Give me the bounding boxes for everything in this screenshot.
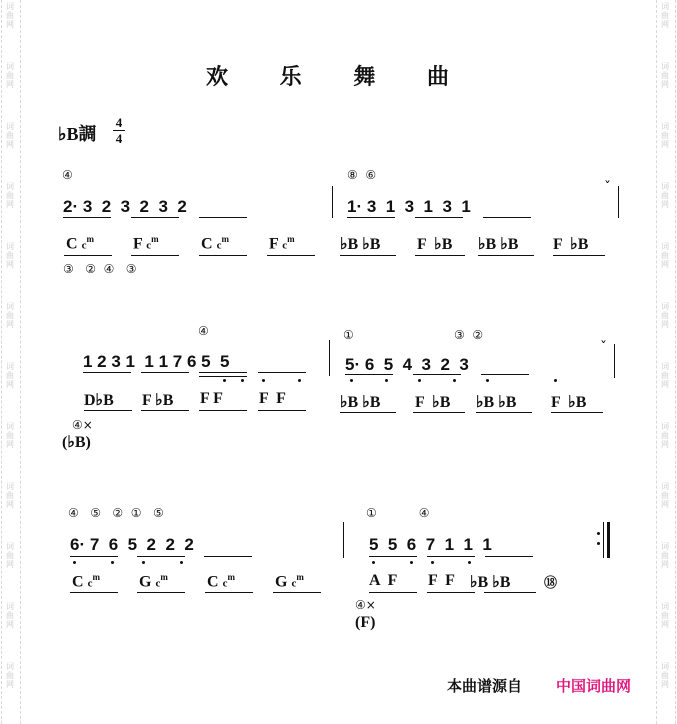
low-octave-dot <box>410 561 413 564</box>
row1-notes-measure-a: 2· 3 2 3 2 3 2 <box>63 197 187 216</box>
low-octave-dot <box>262 379 265 382</box>
row1-chord: F $c^m$ <box>269 234 295 253</box>
row1-chord: F ♭B <box>553 236 589 253</box>
row1-notes-measure-b: 1· 3 1 3 1 3 1 <box>347 197 471 216</box>
row3-chord: F F <box>428 572 455 589</box>
row1-end-barline <box>618 186 619 218</box>
row3-chord: G $c^m$ <box>139 572 168 591</box>
row2-fingering-top-a: ④ <box>198 324 209 338</box>
row2-chord: ♭B ♭B <box>476 394 517 411</box>
row2-chord-underline <box>199 410 247 411</box>
row1-chord-underline <box>131 255 179 256</box>
row3-beam <box>204 556 252 557</box>
row3-chord-underline <box>205 592 253 593</box>
score-title: 欢 乐 舞 曲 <box>206 64 471 90</box>
low-octave-dot <box>486 379 489 382</box>
row2-chord: ♭B ♭B <box>340 394 381 411</box>
watermark-glyphs: 词 曲 网 <box>6 482 14 509</box>
low-octave-dot <box>223 379 226 382</box>
row2-breath-mark: ˇ <box>600 340 607 356</box>
row1-beam <box>63 217 111 218</box>
row2-chord-underline <box>413 412 465 413</box>
watermark-glyphs: 词 曲 网 <box>661 302 669 329</box>
row1-chord-underline <box>64 255 112 256</box>
watermark-glyphs: 词 曲 网 <box>6 602 14 629</box>
row1-chord-underline <box>199 255 247 256</box>
low-octave-dot <box>180 561 183 564</box>
watermark-glyphs: 词 曲 网 <box>661 542 669 569</box>
row2-chord-underline <box>340 412 396 413</box>
row3-alt-fingering: ④× <box>355 598 376 612</box>
row1-chord: ♭B ♭B <box>340 236 381 253</box>
row3-beam <box>137 556 185 557</box>
watermark-glyphs: 词 曲 网 <box>6 242 14 269</box>
low-octave-dot <box>468 561 471 564</box>
row3-chord: ⑱ <box>544 575 558 590</box>
row1-breath-mark: ˇ <box>604 180 611 196</box>
low-octave-dot <box>298 379 301 382</box>
row1-chord: ♭B ♭B <box>478 236 519 253</box>
row3-beam <box>369 556 417 557</box>
row2-beam <box>258 372 306 373</box>
row1-chord-underline <box>478 255 534 256</box>
low-octave-dot <box>418 379 421 382</box>
watermark-glyphs: 词 曲 网 <box>6 182 14 209</box>
row3-beam <box>427 556 475 557</box>
row1-chord: C $c^m$ <box>66 234 94 253</box>
row1-beam <box>483 217 531 218</box>
row1-beam <box>347 217 395 218</box>
time-bottom: 4 <box>115 131 123 146</box>
row3-chord: A F <box>369 572 398 589</box>
watermark-glyphs: 词 曲 网 <box>661 422 669 449</box>
row2-chord-underline <box>258 410 306 411</box>
row3-chord-underline <box>137 592 185 593</box>
low-octave-dot <box>73 561 76 564</box>
row2-alt-chord: (♭B) <box>62 434 91 451</box>
row3-chord: ♭B ♭B <box>470 574 511 591</box>
watermark-glyphs: 词 曲 网 <box>661 182 669 209</box>
row2-fingering-top-b1: ① <box>343 328 354 342</box>
key-signature: ♭B調 <box>58 124 97 144</box>
row2-beam <box>481 374 529 375</box>
low-octave-dot <box>431 561 434 564</box>
row1-chord: C $c^m$ <box>201 234 229 253</box>
low-octave-dot <box>372 561 375 564</box>
row2-beam <box>83 372 131 373</box>
row3-fingering-top-b: ① ④ <box>366 506 430 520</box>
row1-beam <box>199 217 247 218</box>
row3-fingering-top-a: ④ ⑤ ② ① ⑤ <box>68 506 164 520</box>
row2-chord: F ♭B <box>142 392 174 409</box>
row3-chord-underline <box>273 592 321 593</box>
time-signature <box>113 116 125 145</box>
row2-notes-measure-b: 5· 6 5 4 3 2 3 <box>345 355 469 374</box>
watermark-glyphs: 词 曲 网 <box>661 62 669 89</box>
row2-chord-underline <box>476 412 532 413</box>
row1-chord: F ♭B <box>417 236 453 253</box>
low-octave-dot <box>385 379 388 382</box>
row1-fingering-bottom: ③ ② ④ ③ <box>63 262 137 276</box>
watermark-glyphs: 词 曲 网 <box>6 422 14 449</box>
row2-beam <box>413 374 461 375</box>
row1-chord-underline <box>553 255 605 256</box>
row3-chord-underline <box>484 592 536 593</box>
watermark-glyphs: 词 曲 网 <box>6 542 14 569</box>
row3-chord: C $c^m$ <box>207 572 235 591</box>
low-octave-dot <box>350 379 353 382</box>
row1-chord-underline <box>340 255 396 256</box>
row3-repeat-thick-barline <box>607 522 610 558</box>
low-octave-dot <box>554 379 557 382</box>
watermark-glyphs: 词 曲 网 <box>6 302 14 329</box>
row3-repeat-thin-barline <box>603 522 604 558</box>
row2-chord: F F <box>259 390 286 407</box>
site-name-link[interactable]: 中国词曲网 <box>556 678 632 695</box>
row1-chord: F $c^m$ <box>133 234 159 253</box>
row2-notes-measure-a: 1 2 3 1 1 1 7 6 5 5 <box>83 352 230 371</box>
watermark-glyphs: 词 曲 网 <box>661 242 669 269</box>
row1-fingering-top-b: ⑧ ⑥ <box>347 168 377 182</box>
row2-chord-underline <box>84 410 132 411</box>
time-top: 4 <box>115 115 123 130</box>
row3-barline <box>343 522 344 558</box>
row3-chord-underline <box>427 592 475 593</box>
row3-beam <box>70 556 118 557</box>
row1-chord-underline <box>415 255 465 256</box>
row3-notes-measure-b: 5 5 6 7 1 1 1 <box>369 535 492 554</box>
row2-chord: F ♭B <box>551 394 587 411</box>
row2-beam <box>141 372 189 373</box>
row2-barline <box>329 340 330 376</box>
row2-chord: D♭B <box>84 392 114 409</box>
watermark-glyphs: 词 曲 网 <box>661 362 669 389</box>
row1-fingering-top-a: ④ <box>62 168 73 182</box>
row1-chord-underline <box>267 255 315 256</box>
row2-alt-fingering: ④× <box>72 418 93 432</box>
row3-chord-underline <box>70 592 118 593</box>
row2-chord-underline <box>551 412 603 413</box>
row2-beam <box>199 372 247 373</box>
row3-notes-measure-a: 6· 7 6 5 2 2 2 <box>70 535 194 554</box>
source-label: 本曲谱源自 <box>447 678 523 695</box>
row3-alt-chord: (F) <box>355 614 376 631</box>
row2-beam <box>199 376 247 377</box>
watermark-glyphs: 词 曲 网 <box>661 482 669 509</box>
row1-beam <box>131 217 179 218</box>
watermark-glyphs: 词 曲 网 <box>6 662 14 689</box>
row3-chord: C $c^m$ <box>72 572 100 591</box>
low-octave-dot <box>111 561 114 564</box>
row2-end-barline <box>614 344 615 378</box>
watermark-glyphs: 词 曲 网 <box>661 2 669 29</box>
low-octave-dot <box>241 379 244 382</box>
row1-beam <box>415 217 463 218</box>
watermark-glyphs: 词 曲 网 <box>661 122 669 149</box>
row3-chord-underline <box>369 592 417 593</box>
watermark-glyphs: 词 曲 网 <box>6 62 14 89</box>
watermark-glyphs: 词 曲 网 <box>661 662 669 689</box>
row3-beam <box>485 556 533 557</box>
watermark-glyphs: 词 曲 网 <box>661 602 669 629</box>
row2-chord: F ♭B <box>415 394 451 411</box>
row2-chord: F F <box>200 390 223 407</box>
low-octave-dot <box>142 561 145 564</box>
watermark-glyphs: 词 曲 网 <box>6 2 14 29</box>
repeat-dot <box>597 532 600 535</box>
low-octave-dot <box>453 379 456 382</box>
row2-beam <box>345 374 393 375</box>
row3-chord: G $c^m$ <box>275 572 304 591</box>
watermark-glyphs: 词 曲 网 <box>6 122 14 149</box>
watermark-glyphs: 词 曲 网 <box>6 362 14 389</box>
repeat-dot <box>597 542 600 545</box>
row2-fingering-top-b2: ③ ② <box>454 328 484 342</box>
row2-chord-underline <box>141 410 189 411</box>
row1-barline <box>332 186 333 218</box>
